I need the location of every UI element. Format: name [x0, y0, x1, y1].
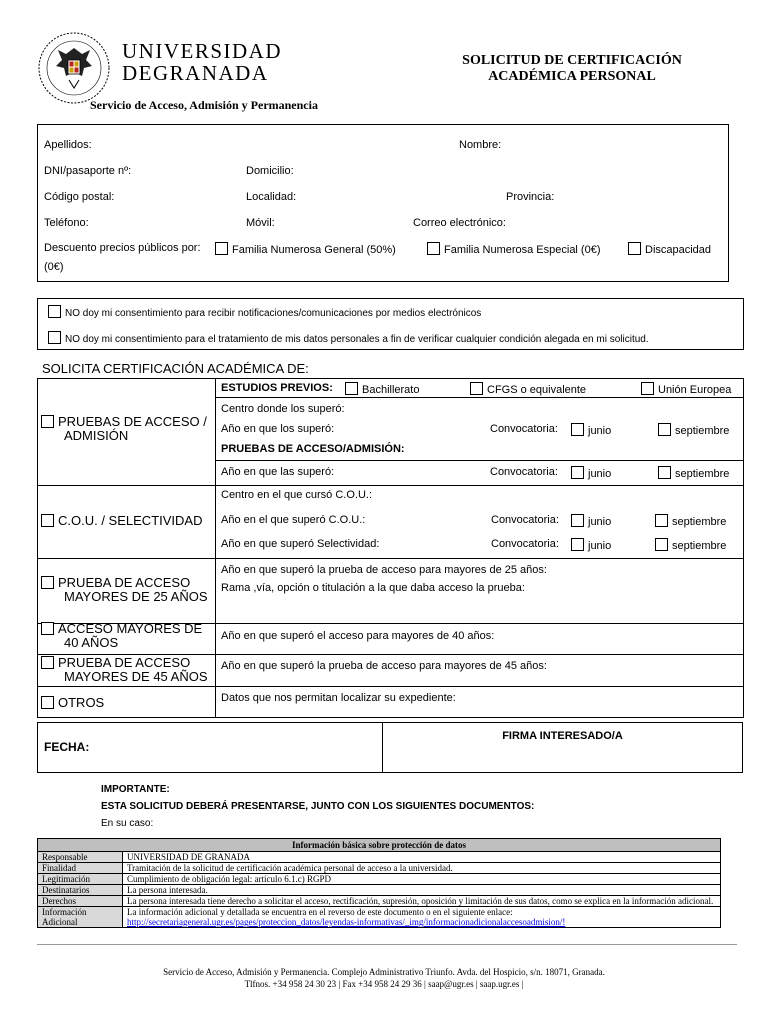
anio-selectividad-label: Año en que superó Selectividad:	[221, 538, 380, 550]
localidad-label: Localidad:	[246, 191, 297, 203]
consent-notifications-label: NO doy mi consentimiento para recibir notificaciones/comunicaciones por medios electrónicos	[65, 308, 482, 319]
bachillerato-checkbox[interactable]	[345, 382, 358, 395]
estudios-previos-row	[221, 382, 741, 394]
mayores-40-label1: ACCESO MAYORES DE	[58, 621, 203, 636]
provincia-label: Provincia:	[506, 191, 555, 203]
firma-label: FIRMA INTERESADO/A	[502, 730, 623, 742]
mayores-45-line: Año en que superó la prueba de acceso para mayores de 45 años:	[221, 660, 547, 672]
en-su-caso-label: En su caso:	[101, 818, 154, 829]
discapacidad-option[interactable]	[628, 242, 711, 256]
mayores-25-line2: Rama ,vía, opción o titulación a la que daba acceso la prueba:	[221, 582, 525, 594]
familia-especial-option[interactable]	[427, 242, 601, 256]
septiembre-1-label: septiembre	[675, 425, 730, 437]
pruebas-acceso-option[interactable]	[41, 415, 207, 443]
consent-notifications-checkbox[interactable]	[48, 305, 61, 318]
mayores-40-option[interactable]	[41, 622, 202, 650]
rgpd-row	[38, 874, 721, 885]
ugr-seal-logo	[36, 30, 112, 106]
solicita-title: SOLICITA CERTIFICACIÓN ACADÉMICA DE:	[42, 361, 309, 376]
junio-3-option[interactable]	[571, 514, 611, 528]
footer-divider	[37, 944, 737, 945]
centro-cou-label: Centro en el que cursó C.O.U.:	[221, 489, 373, 501]
rgpd-value	[123, 907, 721, 928]
rgpd-row	[38, 907, 721, 928]
septiembre-2-checkbox[interactable]	[658, 466, 671, 479]
correo-label: Correo electrónico:	[413, 217, 506, 229]
rgpd-value: La persona interesada.	[123, 885, 721, 896]
movil-label: Móvil:	[246, 217, 275, 229]
rgpd-title: Información básica sobre protección de datos	[38, 839, 721, 852]
consent-box	[37, 298, 744, 350]
firma-box	[382, 722, 743, 773]
fecha-box	[37, 722, 383, 773]
cou-checkbox[interactable]	[41, 514, 54, 527]
rgpd-info-link[interactable]: http://secretariageneral.ugr.es/pages/proteccion_datos/leyendas-informativas/_img/informacionadicionalaccesoadmision/!	[127, 917, 566, 927]
junio-3-checkbox[interactable]	[571, 514, 584, 527]
mayores-45-label1: PRUEBA DE ACCESO	[58, 655, 191, 670]
domicilio-label: Domicilio:	[246, 165, 294, 177]
codigo-postal-label: Código postal:	[44, 191, 115, 203]
convocatoria-4-label: Convocatoria:	[491, 538, 559, 550]
importante-line: ESTA SOLICITUD DEBERÁ PRESENTARSE, JUNTO CON LOS SIGUIENTES DOCUMENTOS:	[101, 801, 535, 812]
convocatoria-1	[490, 423, 558, 435]
mayores-45-option[interactable]	[41, 656, 208, 684]
pruebas-acceso-label2: ADMISIÓN	[64, 428, 129, 443]
septiembre-3-option[interactable]	[655, 514, 726, 528]
estudios-previos-label: ESTUDIOS PREVIOS:	[221, 382, 333, 394]
descuento-label: Descuento precios públicos por:	[44, 242, 201, 254]
cfgs-checkbox[interactable]	[470, 382, 483, 395]
mayores-40-label2: 40 AÑOS	[64, 635, 119, 650]
personal-data-box	[37, 124, 729, 282]
anio-pruebas-label: Año en que las superó:	[221, 466, 335, 478]
anio-superado-label: Año en que los superó:	[221, 423, 335, 435]
document-title	[430, 53, 714, 85]
familia-general-option[interactable]	[215, 242, 396, 256]
importante-label: IMPORTANTE:	[101, 784, 170, 795]
mayores-25-option[interactable]	[41, 576, 208, 604]
document-title-line1: SOLICITUD DE CERTIFICACIÓN	[462, 53, 682, 68]
rgpd-key: Información Adicional	[38, 907, 123, 928]
university-line2-granada: GRANADA	[153, 61, 269, 85]
rgpd-value: Tramitación de la solicitud de certificación académica personal de acceso a la universidad.	[123, 863, 721, 874]
septiembre-1-option[interactable]	[658, 423, 729, 437]
convocatoria-2	[490, 466, 558, 478]
consent-data-processing[interactable]	[48, 331, 649, 345]
footer-line1: Servicio de Acceso, Admisión y Permanencia. Complejo Administrativo Triunfo. Avda. del Hospicio, s/n. 18071, Granada.	[163, 967, 605, 977]
apellidos-label: Apellidos:	[44, 139, 92, 151]
fecha-label: FECHA:	[44, 740, 90, 754]
cfgs-label: CFGS o equivalente	[487, 384, 587, 396]
union-europea-option[interactable]	[641, 382, 731, 396]
university-name	[122, 40, 282, 84]
rgpd-header-row	[38, 839, 721, 852]
otros-checkbox[interactable]	[41, 696, 54, 709]
convocatoria-2-label: Convocatoria:	[490, 466, 558, 478]
pruebas-acceso-label1: PRUEBAS DE ACCESO /	[58, 414, 207, 429]
rgpd-value: Cumplimiento de obligación legal: artículo 6.1.c) RGPD	[123, 874, 721, 885]
consent-notifications[interactable]	[48, 305, 481, 319]
septiembre-3-label: septiembre	[672, 516, 727, 528]
septiembre-1-checkbox[interactable]	[658, 423, 671, 436]
pruebas-acceso-admision-header: PRUEBAS DE ACCESO/ADMISIÓN:	[221, 443, 405, 455]
septiembre-2-option[interactable]	[658, 466, 729, 480]
junio-3-label: junio	[588, 516, 612, 528]
mayores-25-checkbox[interactable]	[41, 576, 54, 589]
rgpd-adicional-text: La información adicional y detallada se encuentra en el reverso de este documento o en el siguiente enlace:	[127, 907, 513, 917]
junio-2-option[interactable]	[571, 466, 611, 480]
convocatoria-4	[491, 538, 559, 550]
rgpd-key: Finalidad	[38, 863, 123, 874]
telefono-label: Teléfono:	[44, 217, 89, 229]
convocatoria-1-label: Convocatoria:	[490, 423, 558, 435]
mayores-25-label2: MAYORES DE 25 AÑOS	[64, 589, 208, 604]
otros-label: OTROS	[58, 695, 105, 710]
junio-4-checkbox[interactable]	[571, 538, 584, 551]
rgpd-value: La persona interesada tiene derecho a solicitar el acceso, rectificación, supresión, oposición y limitación de sus datos, como se explica en la información adicional.	[123, 896, 721, 907]
junio-4-option[interactable]	[571, 538, 611, 552]
rgpd-row	[38, 852, 721, 863]
rgpd-key: Responsable	[38, 852, 123, 863]
document-title-line2: ACADÉMICA PERSONAL	[488, 69, 656, 84]
mayores-40-line: Año en que superó el acceso para mayores de 40 años:	[221, 630, 495, 642]
septiembre-3-checkbox[interactable]	[655, 514, 668, 527]
junio-2-checkbox[interactable]	[571, 466, 584, 479]
rgpd-key: Derechos	[38, 896, 123, 907]
footer	[0, 966, 768, 990]
septiembre-2-label: septiembre	[675, 468, 730, 480]
centro-superado-label: Centro donde los superó:	[221, 403, 345, 415]
rgpd-row	[38, 885, 721, 896]
dni-label: DNI/pasaporte nº:	[44, 165, 132, 177]
convocatoria-3	[491, 514, 559, 526]
mayores-25-label1: PRUEBA DE ACCESO	[58, 575, 191, 590]
consent-data-label: NO doy mi consentimiento para el tratamiento de mis datos personales a fin de verificar cualquier condición alegada en mi solicitud.	[65, 334, 649, 345]
rgpd-row	[38, 896, 721, 907]
consent-data-checkbox[interactable]	[48, 331, 61, 344]
rgpd-row	[38, 863, 721, 874]
footer-line2: Tlfnos. +34 958 24 30 23 | Fax +34 958 24 29 36 | saap@ugr.es | saap.ugr.es |	[244, 979, 524, 989]
junio-1-checkbox[interactable]	[571, 423, 584, 436]
septiembre-4-checkbox[interactable]	[655, 538, 668, 551]
mayores-45-label2: MAYORES DE 45 AÑOS	[64, 669, 208, 684]
discapacidad-price: (0€)	[44, 261, 64, 273]
familia-general-checkbox[interactable]	[215, 242, 228, 255]
mayores-40-checkbox[interactable]	[41, 622, 54, 635]
discapacidad-checkbox[interactable]	[628, 242, 641, 255]
junio-2-label: junio	[588, 468, 612, 480]
discapacidad-label: Discapacidad	[645, 244, 712, 256]
university-line1: UNIVERSIDAD	[122, 39, 282, 63]
rgpd-key: Destinatarios	[38, 885, 123, 896]
bachillerato-label: Bachillerato	[362, 384, 420, 396]
convocatoria-3-label: Convocatoria:	[491, 514, 559, 526]
pruebas-acceso-checkbox[interactable]	[41, 415, 54, 428]
cou-option[interactable]	[41, 513, 202, 528]
junio-1-option[interactable]	[571, 423, 611, 437]
union-europea-label: Unión Europea	[658, 384, 732, 396]
otros-option[interactable]	[41, 695, 104, 710]
mayores-25-line1: Año en que superó la prueba de acceso para mayores de 25 años:	[221, 564, 547, 576]
familia-especial-label: Familia Numerosa Especial (0€)	[444, 244, 601, 256]
junio-4-label: junio	[588, 540, 612, 552]
university-line2	[122, 62, 282, 84]
junio-1-label: junio	[588, 425, 612, 437]
nombre-label: Nombre:	[459, 139, 502, 151]
familia-especial-checkbox[interactable]	[427, 242, 440, 255]
union-europea-checkbox[interactable]	[641, 382, 654, 395]
cou-label: C.O.U. / SELECTIVIDAD	[58, 513, 203, 528]
septiembre-4-option[interactable]	[655, 538, 726, 552]
bachillerato-option[interactable]	[345, 382, 419, 396]
cfgs-option[interactable]	[470, 382, 586, 396]
rgpd-table	[37, 838, 721, 928]
mayores-45-checkbox[interactable]	[41, 656, 54, 669]
rgpd-value: UNIVERSIDAD DE GRANADA	[123, 852, 721, 863]
familia-general-label: Familia Numerosa General (50%)	[232, 244, 396, 256]
septiembre-4-label: septiembre	[672, 540, 727, 552]
service-name: Servicio de Acceso, Admisión y Permanencia	[90, 98, 318, 112]
otros-line: Datos que nos permitan localizar su expediente:	[221, 692, 456, 704]
anio-cou-label: Año en el que superó C.O.U.:	[221, 514, 366, 526]
university-line2-de: DE	[122, 61, 153, 85]
rgpd-key: Legitimación	[38, 874, 123, 885]
